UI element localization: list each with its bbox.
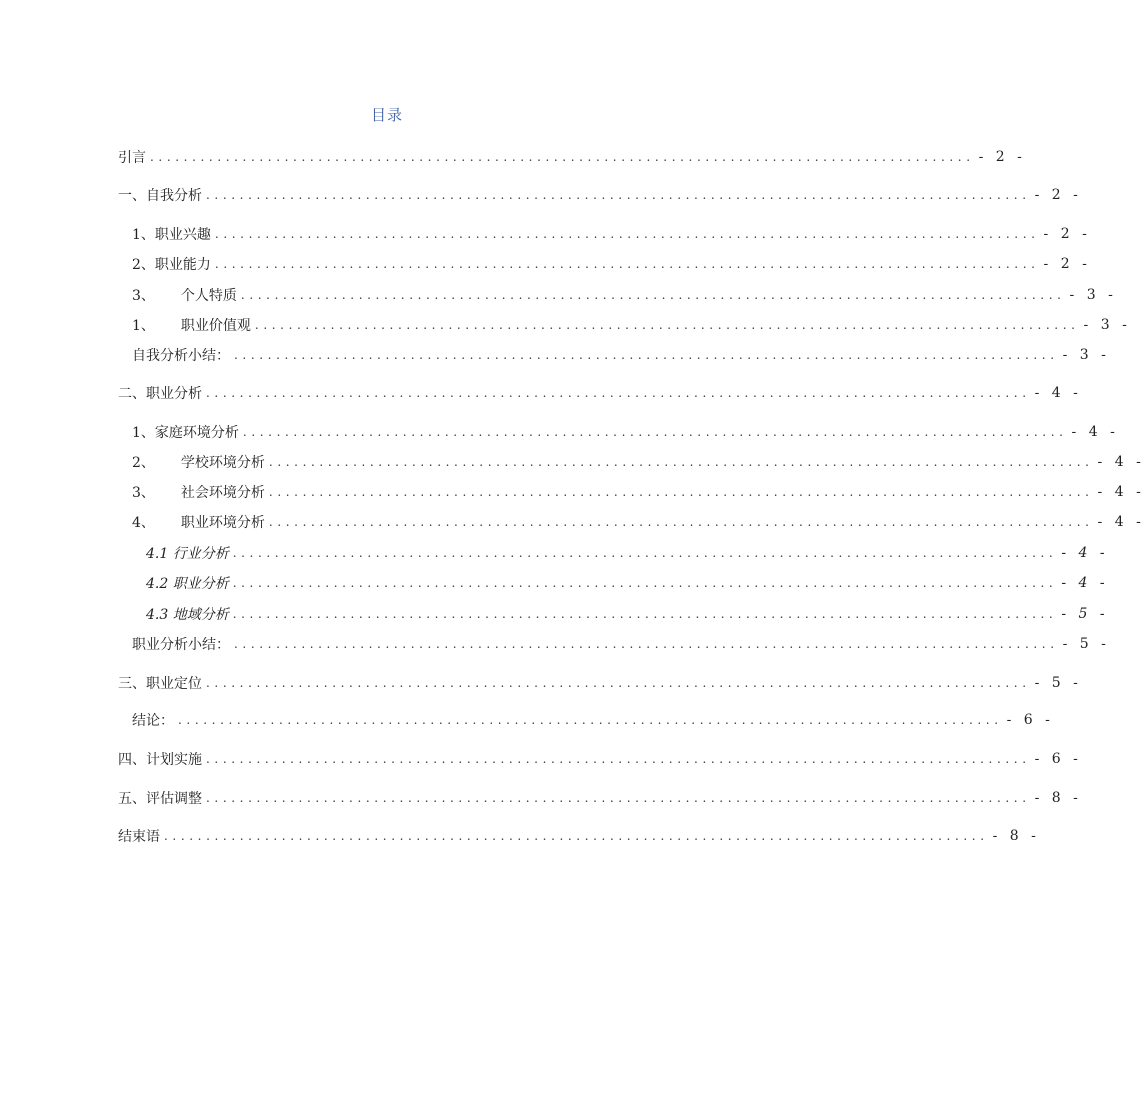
toc-entry-page: - 2 -: [1034, 187, 1082, 203]
toc-entry-page: - 2 -: [1043, 226, 1091, 242]
toc-entry-text: 职业价值观: [180, 318, 251, 334]
toc-entry-career-values[interactable]: [132, 314, 1131, 336]
toc-entry-closing-remarks[interactable]: [118, 825, 1040, 847]
toc-leader-dots: ..................................................................................................: [206, 676, 1031, 690]
toc-title: 目录: [370, 106, 403, 124]
toc-entry-label: 1、职业兴趣: [132, 227, 211, 243]
toc-entry-label: 一、自我分析: [118, 188, 202, 204]
toc-entry-page: - 6 -: [1006, 712, 1054, 728]
toc-entry-label: [132, 452, 265, 472]
toc-entry-number: 2、: [132, 455, 155, 471]
toc-entry-region-analysis[interactable]: [146, 603, 1109, 625]
toc-leader-dots: ..................................................................................................: [268, 515, 1094, 529]
toc-entry-page: - 4 -: [1061, 545, 1109, 561]
toc-entry-label: 4.1 行业分析: [146, 546, 229, 562]
toc-entry-number: 3、: [132, 485, 155, 501]
toc-leader-dots: ..................................................................................................: [234, 348, 1059, 362]
toc-entry-career-interest[interactable]: [132, 223, 1091, 245]
toc-leader-dots: ..................................................................................................: [232, 546, 1058, 560]
toc-entry-page: - 3 -: [1069, 287, 1117, 303]
toc-leader-dots: ..................................................................................................: [214, 227, 1040, 241]
toc-entry-conclusion[interactable]: [132, 709, 1054, 731]
toc-entry-page: - 4 -: [1097, 454, 1145, 470]
toc-entry-page: - 5 -: [1062, 636, 1110, 652]
toc-entry-page: - 4 -: [1071, 424, 1119, 440]
toc-leader-dots: ..................................................................................................: [240, 288, 1066, 302]
toc-entry-occupation-analysis[interactable]: [146, 572, 1109, 594]
toc-entry-page: - 4 -: [1097, 484, 1145, 500]
toc-leader-dots: ..................................................................................................: [206, 188, 1031, 202]
toc-entry-page: - 2 -: [978, 149, 1026, 165]
toc-entry-label: [132, 512, 265, 532]
toc-entry-number: 4、: [132, 515, 155, 531]
toc-entry-career-analysis-summary[interactable]: [132, 633, 1110, 655]
toc-entry-text: 职业环境分析: [180, 515, 265, 531]
toc-entry-label: 结束语: [118, 829, 160, 845]
toc-entry-label: 结论：: [132, 713, 174, 729]
toc-entry-evaluation-adjustment[interactable]: [118, 787, 1082, 809]
toc-leader-dots: ..................................................................................................: [164, 829, 989, 843]
toc-entry-label: 职业分析小结：: [132, 637, 230, 653]
toc-entry-text: 学校环境分析: [180, 455, 265, 471]
toc-entry-page: - 5 -: [1034, 675, 1082, 691]
toc-entry-label: 四、计划实施: [118, 752, 202, 768]
toc-leader-dots: ..................................................................................................: [268, 485, 1094, 499]
toc-entry-label: 二、职业分析: [118, 386, 202, 402]
toc-entry-page: - 2 -: [1043, 256, 1091, 272]
toc-entry-label: 4.2 职业分析: [146, 576, 229, 592]
toc-entry-page: - 5 -: [1061, 606, 1109, 622]
toc-entry-label: 2、职业能力: [132, 257, 211, 273]
toc-entry-label: [132, 315, 251, 335]
toc-entry-page: - 3 -: [1062, 347, 1110, 363]
toc-entry-intro[interactable]: [118, 146, 1026, 168]
toc-entry-text: 社会环境分析: [180, 485, 265, 501]
toc-entry-industry-analysis[interactable]: [146, 542, 1109, 564]
toc-entry-page: - 4 -: [1034, 385, 1082, 401]
toc-entry-social-environment[interactable]: [132, 481, 1145, 503]
toc-leader-dots: ..................................................................................................: [234, 637, 1059, 651]
toc-entry-label: [132, 482, 265, 502]
toc-entry-plan-implementation[interactable]: [118, 748, 1082, 770]
toc-entry-label: 1、家庭环境分析: [132, 425, 239, 441]
toc-entry-label: [132, 285, 237, 305]
toc-entry-career-environment[interactable]: [132, 511, 1145, 533]
toc-leader-dots: ..................................................................................................: [254, 318, 1080, 332]
toc-entry-page: - 6 -: [1034, 751, 1082, 767]
toc-entry-self-analysis[interactable]: [118, 184, 1082, 206]
toc-leader-dots: ..................................................................................................: [150, 150, 975, 164]
toc-leader-dots: ..................................................................................................: [206, 791, 1031, 805]
toc-entry-personal-traits[interactable]: [132, 284, 1117, 306]
toc-entry-page: - 8 -: [1034, 790, 1082, 806]
toc-entry-label: 三、职业定位: [118, 676, 202, 692]
toc-entry-label: 引言: [118, 150, 146, 166]
toc-entry-number: 1、: [132, 318, 155, 334]
toc-entry-page: - 3 -: [1083, 317, 1131, 333]
toc-entry-label: 自我分析小结：: [132, 348, 230, 364]
toc-entry-label: 五、评估调整: [118, 791, 202, 807]
toc-entry-text: 个人特质: [180, 288, 237, 304]
toc-entry-label: 4.3 地域分析: [146, 607, 229, 623]
toc-leader-dots: ..................................................................................................: [268, 455, 1094, 469]
toc-leader-dots: ..................................................................................................: [206, 386, 1031, 400]
toc-leader-dots: ..................................................................................................: [232, 576, 1058, 590]
toc-entry-page: - 4 -: [1061, 575, 1109, 591]
toc-leader-dots: ..................................................................................................: [178, 713, 1003, 727]
toc-entry-school-environment[interactable]: [132, 451, 1145, 473]
toc-entry-page: - 4 -: [1097, 514, 1145, 530]
toc-entry-family-environment[interactable]: [132, 421, 1119, 443]
toc-leader-dots: ..................................................................................................: [242, 425, 1068, 439]
toc-entry-career-positioning[interactable]: [118, 672, 1082, 694]
toc-entry-career-ability[interactable]: [132, 253, 1091, 275]
toc-entry-page: - 8 -: [992, 828, 1040, 844]
toc-leader-dots: ..................................................................................................: [206, 752, 1031, 766]
toc-entry-number: 3、: [132, 288, 155, 304]
toc-leader-dots: ..................................................................................................: [214, 257, 1040, 271]
toc-leader-dots: ..................................................................................................: [232, 607, 1058, 621]
toc-entry-self-analysis-summary[interactable]: [132, 344, 1110, 366]
toc-entry-career-analysis[interactable]: [118, 382, 1082, 404]
